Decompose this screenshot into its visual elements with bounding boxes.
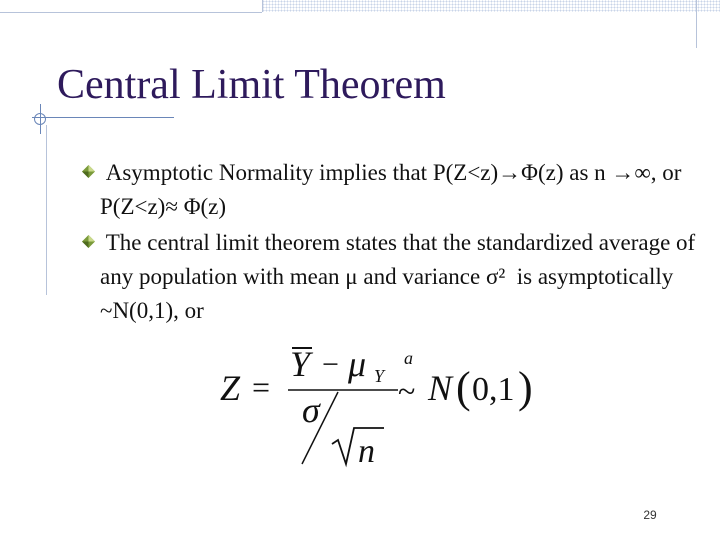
formula-close-paren: ) bbox=[518, 363, 533, 412]
formula-asymptotic-a: a bbox=[404, 348, 413, 368]
bullet-text: Asymptotic Normality implies that P(Z<z)→Φ(z) as n →∞, or P(Z<z)≈ Φ(z) bbox=[100, 160, 688, 219]
header-decoration bbox=[262, 0, 720, 12]
formula-n: n bbox=[358, 433, 375, 470]
formula-open-paren: ( bbox=[456, 363, 471, 412]
formula-mu: μ bbox=[348, 344, 367, 384]
frame-line bbox=[262, 0, 263, 12]
slide-title: Central Limit Theorem bbox=[57, 62, 446, 108]
formula-equals: = bbox=[252, 369, 271, 405]
bullet-item bbox=[78, 156, 698, 224]
diamond-bullet-icon bbox=[82, 165, 95, 178]
diamond-bullet-icon bbox=[82, 235, 95, 248]
formula-ybar: Y bbox=[290, 344, 311, 384]
formula-sigma: σ bbox=[302, 390, 320, 430]
clt-formula bbox=[216, 336, 556, 472]
title-circle-marker bbox=[34, 113, 46, 125]
header-decoration-line bbox=[696, 0, 697, 48]
formula-tilde: ~ bbox=[398, 373, 416, 409]
formula-minus: − bbox=[322, 348, 339, 381]
frame-line bbox=[0, 12, 262, 13]
content-left-rule bbox=[46, 125, 47, 295]
formula-args: 0,1 bbox=[472, 371, 515, 408]
title-underline bbox=[32, 117, 174, 118]
formula-lhs: Z bbox=[220, 368, 241, 408]
bullet-list bbox=[78, 156, 701, 330]
formula-N: N bbox=[428, 368, 453, 408]
bullet-text: The central limit theorem states that the standardized average of any population with mean μ and variance σ² is asymptotically ~N(0,1), or bbox=[100, 230, 701, 323]
page-number: 29 bbox=[643, 508, 657, 522]
bullet-item bbox=[78, 226, 701, 328]
formula-mu-subscript: Y bbox=[374, 366, 385, 386]
